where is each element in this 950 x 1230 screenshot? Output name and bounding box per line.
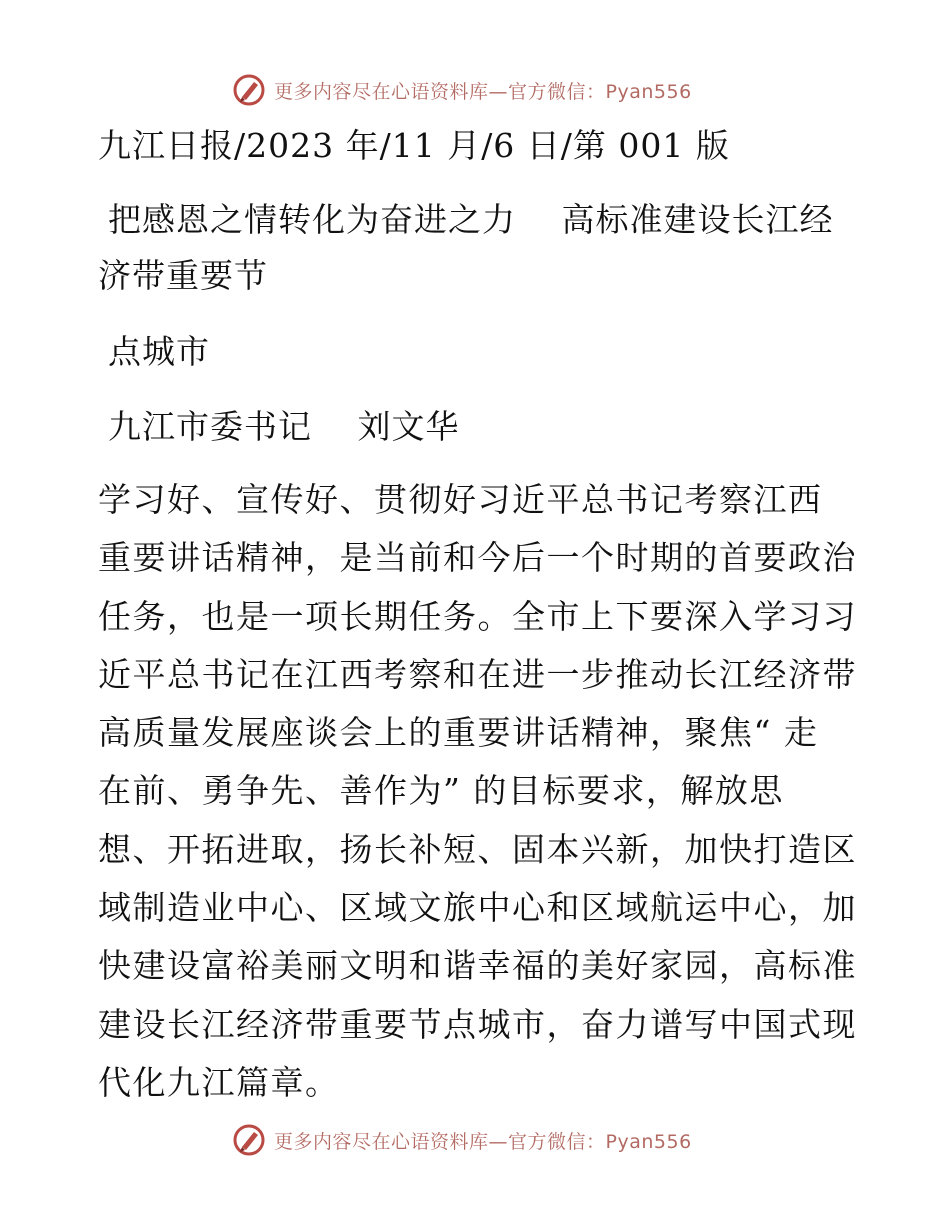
header-watermark bbox=[232, 72, 692, 108]
body-line: 想、开拓进取，扬长补短、固本兴新，加快打造区 bbox=[98, 829, 857, 869]
body-line: 代化九江篇章。 bbox=[98, 1062, 340, 1102]
body-line: 近平总书记在江西考察和在进一步推动长江经济带 bbox=[98, 654, 857, 694]
body-line: 高质量发展座谈会上的重要讲话精神，聚焦“ 走 bbox=[98, 713, 819, 753]
footer-watermark bbox=[232, 1122, 692, 1158]
article-title-line-3: 点城市 bbox=[108, 332, 210, 371]
article-title-line-1: 把感恩之情转化为奋进之力 高标准建设长江经 bbox=[108, 200, 834, 239]
pen-logo-icon bbox=[232, 73, 266, 107]
watermark-text: 更多内容尽在心语资料库—官方微信：Pyan556 bbox=[274, 80, 692, 103]
body-line: 快建设富裕美丽文明和谐幸福的美好家园，高标准 bbox=[98, 946, 857, 986]
body-line: 在前、勇争先、善作为” 的目标要求，解放思 bbox=[98, 771, 784, 811]
body-line: 建设长江经济带重要节点城市，奋力谱写中国式现 bbox=[98, 1004, 857, 1044]
pen-logo-icon bbox=[232, 1123, 266, 1157]
body-line: 域制造业中心、区域文旅中心和区域航运中心，加 bbox=[98, 888, 857, 928]
article-body bbox=[98, 478, 858, 1119]
body-line: 重要讲话精神，是当前和今后一个时期的首要政治 bbox=[98, 538, 857, 578]
body-line: 学习好、宣传好、贯彻好习近平总书记考察江西 bbox=[98, 480, 823, 519]
watermark-text: 更多内容尽在心语资料库—官方微信：Pyan556 bbox=[274, 1130, 692, 1153]
author-byline: 九江市委书记 刘文华 bbox=[108, 407, 460, 446]
body-line: 任务，也是一项长期任务。全市上下要深入学习习 bbox=[98, 596, 857, 636]
dateline: 九江日报/2023 年/11 月/6 日/第 001 版 bbox=[98, 126, 730, 165]
article-title-line-2: 济带重要节 bbox=[98, 256, 268, 295]
